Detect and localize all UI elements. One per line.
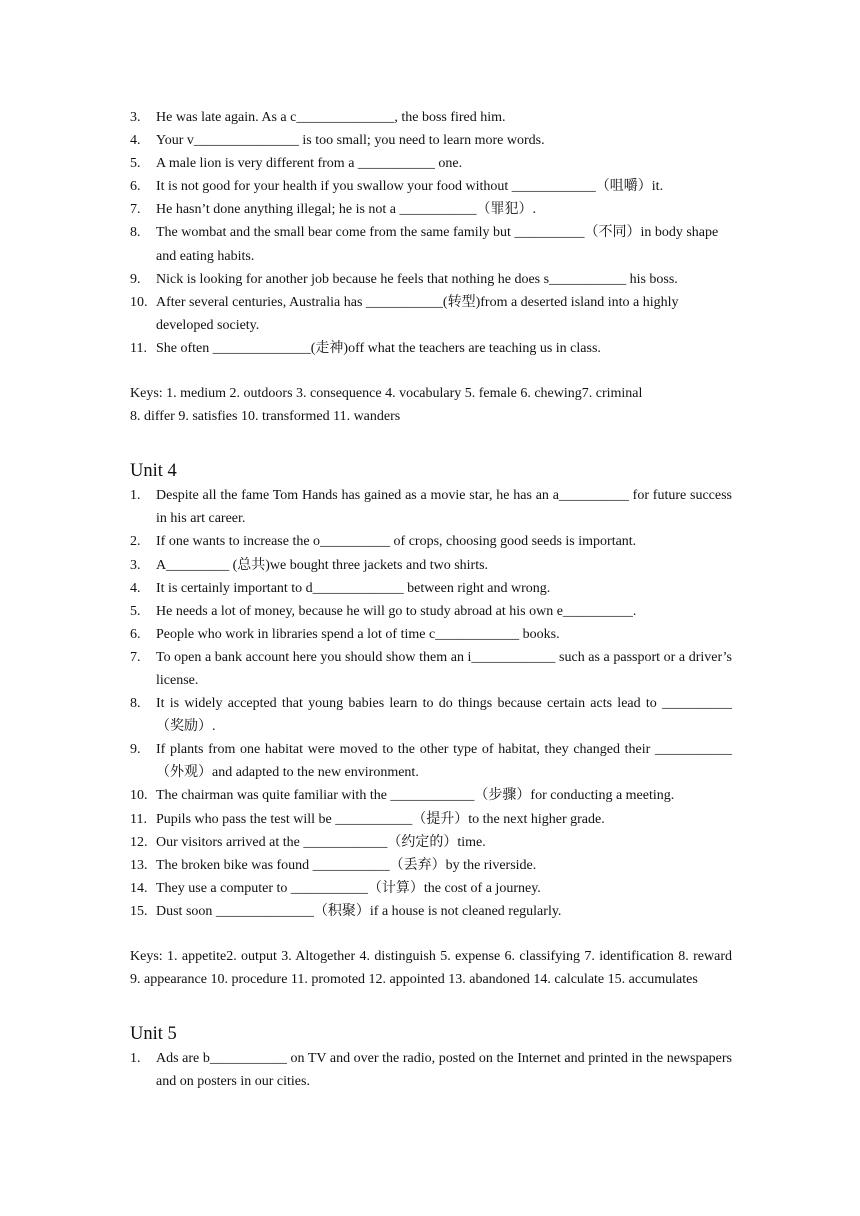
item-text: The chairman was quite familiar with the ____________（步骤）for conducting a meeting. <box>156 788 675 804</box>
keys-line: 8. differ 9. satisfies 10. transformed 11. wanders <box>130 409 401 425</box>
list-item <box>130 152 732 175</box>
item-number: 2. <box>130 534 141 550</box>
unit4-exercise-list <box>130 484 732 923</box>
list-item <box>130 106 732 129</box>
item-number: 13. <box>130 857 148 873</box>
item-number: 10. <box>130 294 148 310</box>
item-number: 6. <box>130 179 141 195</box>
item-text: Ads are b___________ on TV and over the radio, posted on the Internet and printed in the newspapers and on posters in our cities. <box>156 1051 732 1090</box>
item-number: 9. <box>130 742 141 758</box>
item-text: He hasn’t done anything illegal; he is not a ___________（罪犯）. <box>156 202 537 218</box>
unit4-heading: Unit 4 <box>130 461 177 482</box>
list-item <box>130 900 732 923</box>
item-number: 7. <box>130 649 141 665</box>
item-text: It is certainly important to d_____________ between right and wrong. <box>156 580 551 596</box>
list-item <box>130 854 732 877</box>
item-number: 10. <box>130 788 148 804</box>
list-item <box>130 337 732 360</box>
item-number: 3. <box>130 110 141 125</box>
item-number: 8. <box>130 225 141 241</box>
item-number: 11. <box>130 811 147 827</box>
item-text: Dust soon ______________（积聚）if a house is not cleaned regularly. <box>156 903 562 919</box>
list-item <box>130 808 732 831</box>
item-text: He needs a lot of money, because he will go to study abroad at his own e__________. <box>156 603 637 619</box>
list-item <box>130 530 732 553</box>
unit5-heading: Unit 5 <box>130 1024 177 1045</box>
list-item <box>130 129 732 152</box>
unit4-answer-keys: Keys: 1. appetite2. output 3. Altogether 4. distinguish 5. expense 6. classifying 7. identification 8. reward 9. appearance 10. procedure 11. promoted 12. appointed 13. abandoned 14. calculate 15. accumulates <box>130 949 732 988</box>
list-item <box>130 600 732 623</box>
item-text: It is widely accepted that young babies learn to do things because certain acts lead to __________（奖励）. <box>156 696 732 735</box>
item-number: 5. <box>130 603 141 619</box>
list-item <box>130 877 732 900</box>
item-number: 3. <box>130 557 141 573</box>
item-number: 1. <box>130 488 141 504</box>
item-text: To open a bank account here you should show them an i____________ such as a passport or a driver’s license. <box>156 649 732 688</box>
item-text: A_________ (总共)we bought three jackets and two shirts. <box>156 557 489 573</box>
item-number: 4. <box>130 580 141 596</box>
item-text: She often ______________(走神)off what the teachers are teaching us in class. <box>156 340 601 356</box>
list-item <box>130 554 732 577</box>
list-item <box>130 175 732 198</box>
spacer <box>130 991 732 1013</box>
item-number: 1. <box>130 1051 141 1067</box>
item-number: 11. <box>130 340 147 356</box>
item-number: 4. <box>130 133 141 149</box>
list-item <box>130 831 732 854</box>
item-text: Your v_______________ is too small; you need to learn more words. <box>156 133 545 149</box>
item-number: 12. <box>130 834 148 850</box>
list-item <box>130 692 732 738</box>
item-text: Despite all the fame Tom Hands has gained as a movie star, he has an a__________ for future success in his art career. <box>156 488 732 527</box>
list-item <box>130 577 732 600</box>
item-text: The broken bike was found ___________（丢弃）by the riverside. <box>156 857 537 873</box>
spacer <box>130 428 732 450</box>
item-text: The wombat and the small bear come from the same family but __________（不同）in body shape and eating habits. <box>156 225 719 264</box>
item-text: He was late again. As a c______________, the boss fired him. <box>156 110 506 125</box>
item-number: 5. <box>130 156 141 172</box>
list-item <box>130 646 732 692</box>
unit3-answer-keys <box>130 382 732 428</box>
keys-line: Keys: 1. medium 2. outdoors 3. consequence 4. vocabulary 5. female 6. chewing7. criminal <box>130 386 643 402</box>
list-item <box>130 738 732 784</box>
item-text: If plants from one habitat were moved to the other type of habitat, they changed their ___________（外观）and adapted to the new environment. <box>156 742 732 781</box>
list-item <box>130 268 732 291</box>
unit3-exercise-list <box>130 106 732 360</box>
item-number: 6. <box>130 626 141 642</box>
spacer <box>130 923 732 945</box>
list-item <box>130 784 732 807</box>
spacer <box>130 360 732 382</box>
item-number: 7. <box>130 202 141 218</box>
item-number: 9. <box>130 271 141 287</box>
item-text: If one wants to increase the o__________ of crops, choosing good seeds is important. <box>156 534 637 550</box>
list-item <box>130 1047 732 1093</box>
list-item <box>130 198 732 221</box>
item-text: Pupils who pass the test will be ___________（提升）to the next higher grade. <box>156 811 605 827</box>
item-text: People who work in libraries spend a lot of time c____________ books. <box>156 626 560 642</box>
item-text: After several centuries, Australia has ___________(转型)from a deserted island into a highly developed society. <box>156 294 679 333</box>
list-item <box>130 623 732 646</box>
item-text: Our visitors arrived at the ____________（约定的）time. <box>156 834 486 850</box>
item-number: 14. <box>130 880 148 896</box>
list-item <box>130 291 732 337</box>
document-page <box>130 106 732 1093</box>
item-number: 15. <box>130 903 148 919</box>
item-number: 8. <box>130 696 141 712</box>
item-text: Nick is looking for another job because he feels that nothing he does s___________ his boss. <box>156 271 678 287</box>
item-text: They use a computer to ___________（计算）the cost of a journey. <box>156 880 541 896</box>
item-text: A male lion is very different from a ___________ one. <box>156 156 463 172</box>
list-item <box>130 221 732 267</box>
item-text: It is not good for your health if you swallow your food without ____________（咀嚼）it. <box>156 179 664 195</box>
unit5-exercise-list <box>130 1047 732 1093</box>
list-item <box>130 484 732 530</box>
